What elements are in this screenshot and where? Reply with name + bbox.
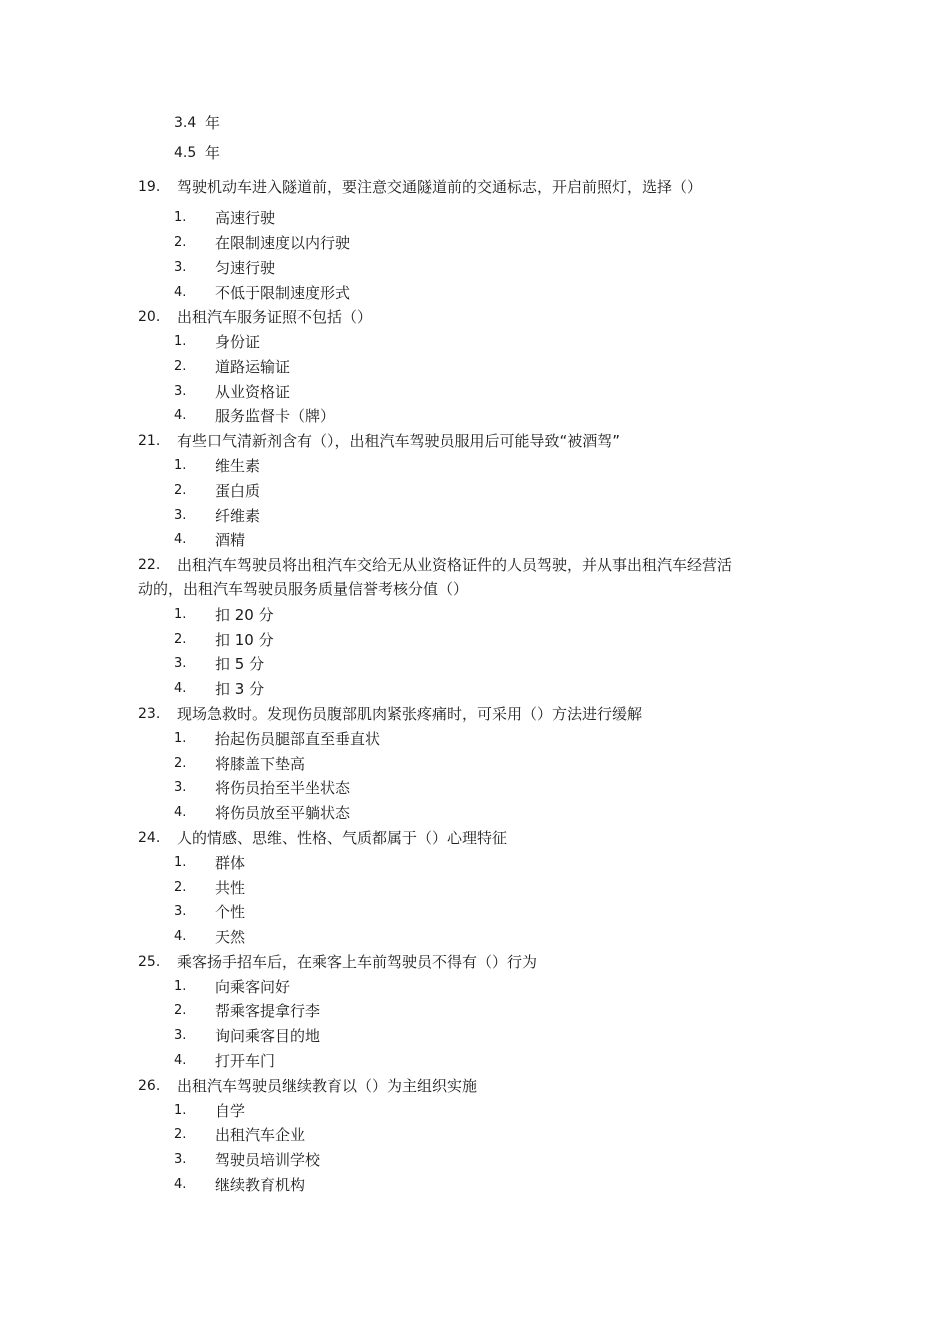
option-text: 扣 3 分 [215,680,265,698]
option-number: 2. [174,1003,187,1018]
option-text: 个性 [215,903,246,921]
option-text: 打开车门 [215,1052,276,1070]
option-text: 高速行驶 [215,209,276,227]
option-number: 2. [174,632,187,647]
question-number: 19. [138,179,161,195]
question-text: 乘客扬手招车后，在乘客上车前驾驶员不得有（）行为 [177,953,538,971]
option-number: 1. [174,979,187,994]
question-number: 20. [138,309,161,325]
option-number: 2. [174,756,187,771]
option-number: 1. [174,607,187,622]
option-text: 天然 [215,928,246,946]
option-number: 3. [174,780,187,795]
option-text: 蛋白质 [215,482,261,500]
option-text: 自学 [215,1102,246,1120]
option-number: 3. [174,904,187,919]
question-text: 驾驶机动车进入隧道前，要注意交通隧道前的交通标志，开启前照灯，选择（） [177,178,703,196]
option-text: 将伤员抬至半坐状态 [215,779,351,797]
option-text: 群体 [215,854,246,872]
option-number: 1. [174,731,187,746]
question-text: 人的情感、思维、性格、气质都属于（）心理特征 [177,829,508,847]
option-number: 4.5 [174,145,197,161]
option-number: 4. [174,285,187,300]
option-text: 匀速行驶 [215,259,276,277]
option-text: 抬起伤员腿部直至垂直状 [215,730,381,748]
option-text: 服务监督卡（牌） [215,407,336,425]
option-number: 1. [174,1103,187,1118]
question-text-continued: 动的，出租汽车驾驶员服务质量信誉考核分值（） [138,580,469,598]
option-text: 询问乘客目的地 [215,1027,321,1045]
option-number: 2. [174,483,187,498]
option-text: 继续教育机构 [215,1176,306,1194]
option-text: 不低于限制速度形式 [215,284,351,302]
option-text: 身份证 [215,333,261,351]
option-number: 4. [174,681,187,696]
option-number: 3.4 [174,115,197,131]
option-number: 4. [174,532,187,547]
option-text: 酒精 [215,531,246,549]
question-number: 22. [138,557,161,573]
option-number: 2. [174,880,187,895]
option-number: 1. [174,210,187,225]
option-number: 3. [174,384,187,399]
option-number: 1. [174,334,187,349]
question-number: 26. [138,1078,161,1094]
option-number: 4. [174,805,187,820]
option-text: 维生素 [215,457,261,475]
option-text: 共性 [215,879,246,897]
option-text: 年 [205,114,221,132]
question-number: 24. [138,830,161,846]
option-number: 4. [174,1177,187,1192]
option-number: 3. [174,508,187,523]
option-number: 3. [174,656,187,671]
option-number: 3. [174,260,187,275]
question-number: 25. [138,954,161,970]
option-number: 2. [174,235,187,250]
option-number: 1. [174,458,187,473]
option-text: 帮乘客提拿行李 [215,1002,321,1020]
option-text: 在限制速度以内行驶 [215,234,351,252]
option-text: 扣 5 分 [215,655,265,673]
option-text: 向乘客问好 [215,978,291,996]
option-text: 将伤员放至平躺状态 [215,804,351,822]
question-text: 出租汽车驾驶员将出租汽车交给无从业资格证件的人员驾驶，并从事出租汽车经营活 [177,556,733,574]
option-number: 4. [174,408,187,423]
question-number: 21. [138,433,161,449]
question-text: 出租汽车服务证照不包括（） [177,308,373,326]
question-text: 有些口气清新剂含有（），出租汽车驾驶员服用后可能导致“被酒驾” [177,432,621,450]
option-number: 3. [174,1152,187,1167]
question-text: 出租汽车驾驶员继续教育以（）为主组织实施 [177,1077,478,1095]
option-text: 道路运输证 [215,358,291,376]
question-text: 现场急救时。发现伤员腹部肌肉紧张疼痛时，可采用（）方法进行缓解 [177,705,643,723]
option-text: 年 [205,144,221,162]
option-number: 4. [174,1053,187,1068]
option-number: 1. [174,855,187,870]
question-number: 23. [138,706,161,722]
option-text: 出租汽车企业 [215,1126,306,1144]
option-number: 3. [174,1028,187,1043]
option-text: 扣 10 分 [215,631,274,649]
option-text: 驾驶员培训学校 [215,1151,321,1169]
option-text: 纤维素 [215,507,261,525]
option-text: 从业资格证 [215,383,291,401]
option-text: 将膝盖下垫高 [215,755,306,773]
option-number: 2. [174,1127,187,1142]
option-number: 4. [174,929,187,944]
option-text: 扣 20 分 [215,606,274,624]
option-number: 2. [174,359,187,374]
